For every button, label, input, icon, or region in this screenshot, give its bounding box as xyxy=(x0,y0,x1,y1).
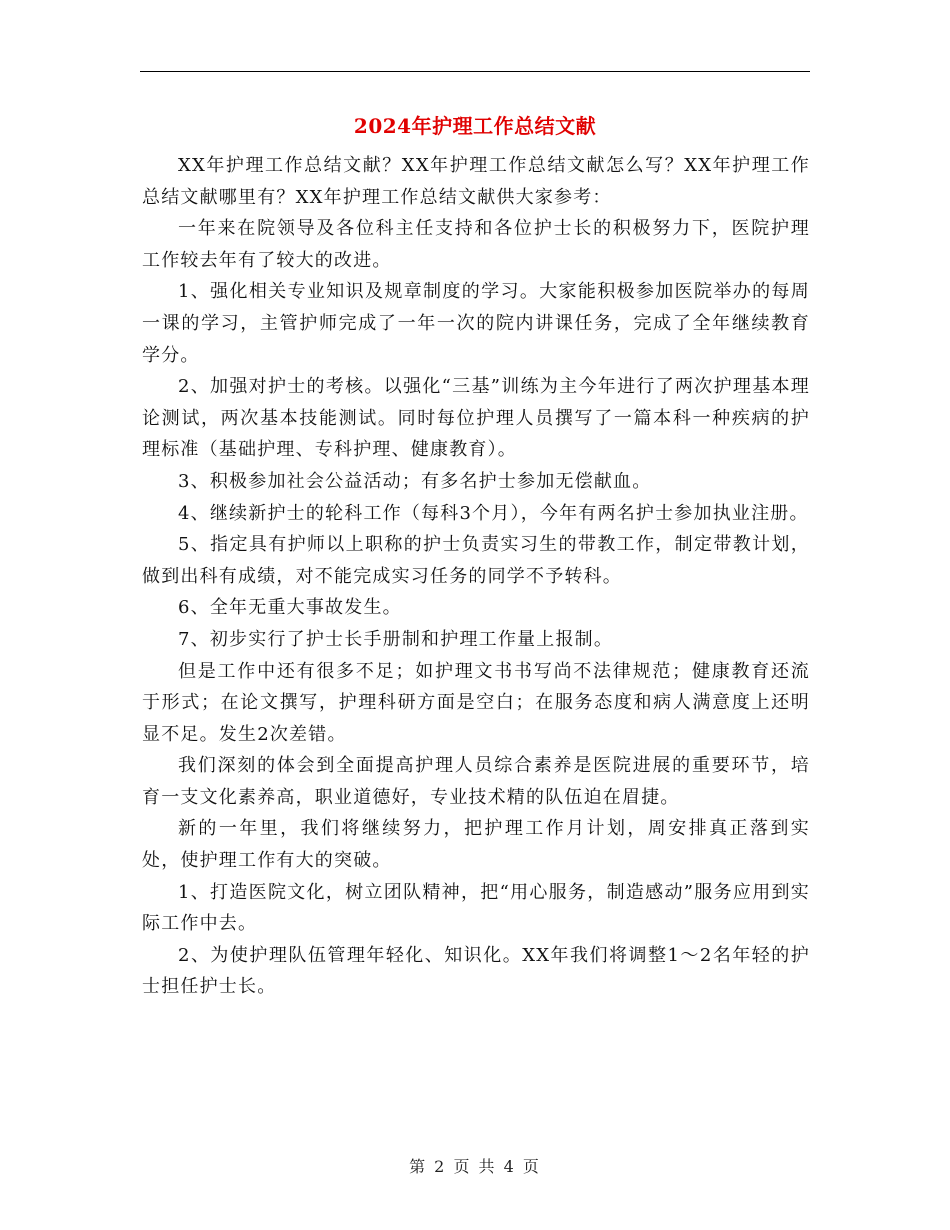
page-footer: 第 2 页 共 4 页 xyxy=(409,1157,541,1176)
paragraph-item-5: 5、指定具有护师以上职称的护士负责实习生的带教工作，制定带教计划，做到出科有成绩，对不能完成实习任务的同学不予转科。 xyxy=(142,534,810,587)
paragraph-overview: 一年来在院领导及各位科主任支持和各位护士长的积极努力下，医院护理工作较去年有了较大的改进。 xyxy=(142,218,810,271)
paragraph-item-7: 7、初步实行了护士长手册制和护理工作量上报制。 xyxy=(178,628,614,650)
paragraph-item-6: 6、全年无重大事故发生。 xyxy=(178,597,402,619)
paragraph-plan-2: 2、为使护理队伍管理年轻化、知识化。XX年我们将调整1～2名年轻的护士担任护士长。 xyxy=(142,944,810,998)
paragraph-item-2: 2、加强对护士的考核。以强化“三基”训练为主今年进行了两次护理基本理论测试，两次基本技能测试。同时每位护理人员撰写了一篇本科一种疾病的护理标准（基础护理、专科护理、健康教育）。 xyxy=(142,376,810,461)
document-title: 2024年护理工作总结文献 xyxy=(353,114,597,138)
header-rule xyxy=(140,71,810,72)
paragraph-reflection: 我们深刻的体会到全面提高护理人员综合素养是医院进展的重要环节，培育一支文化素养高，职业道德好，专业技术精的队伍迫在眉捷。 xyxy=(142,755,810,808)
paragraph-item-4: 4、继续新护士的轮科工作（每科3个月），今年有两名护士参加执业注册。 xyxy=(178,502,809,524)
paragraph-item-3: 3、积极参加社会公益活动；有多名护士参加无偿献血。 xyxy=(178,470,652,492)
paragraph-plan-1: 1、打造医院文化，树立团队精神，把“用心服务，制造感动”服务应用到实际工作中去。 xyxy=(142,881,810,935)
paragraph-shortcomings: 但是工作中还有很多不足；如护理文书书写尚不法律规范；健康教育还流于形式；在论文撰写，护理科研方面是空白；在服务态度和病人满意度上还明显不足。发生2次差错。 xyxy=(142,660,810,745)
paragraph-intro: XX年护理工作总结文献？XX年护理工作总结文献怎么写？XX年护理工作总结文献哪里有？XX年护理工作总结文献供大家参考： xyxy=(142,155,810,208)
paragraph-new-year: 新的一年里，我们将继续努力，把护理工作月计划，周安排真正落到实处，使护理工作有大的突破。 xyxy=(142,818,810,872)
paragraph-item-1: 1、强化相关专业知识及规章制度的学习。大家能积极参加医院举办的每周一课的学习，主管护师完成了一年一次的院内讲课任务，完成了全年继续教育学分。 xyxy=(142,281,810,366)
document-body xyxy=(142,150,810,1003)
